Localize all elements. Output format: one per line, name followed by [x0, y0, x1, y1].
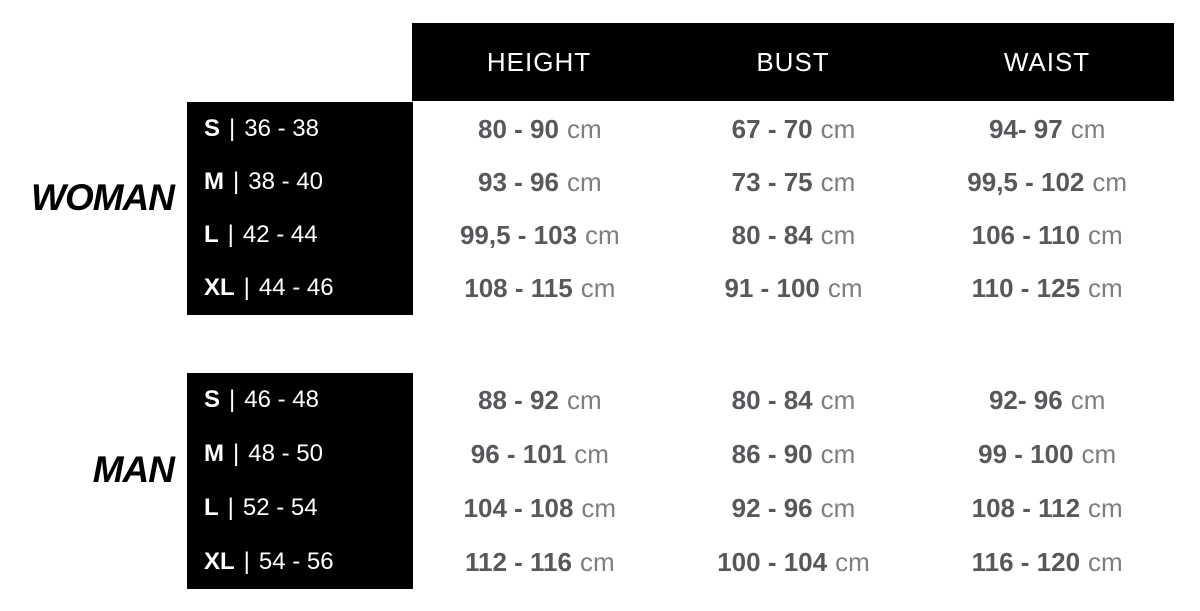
measurement-unit: cm	[1081, 439, 1117, 469]
measurement-value: 67 - 70	[731, 113, 813, 144]
measurement-unit: cm	[566, 385, 602, 415]
measurement-cell	[413, 262, 667, 315]
measurement-cell	[413, 155, 667, 208]
header-bust: BUST	[756, 46, 830, 77]
measurement-cell	[920, 481, 1174, 535]
size-row	[204, 535, 413, 589]
measurement-unit: cm	[1088, 547, 1123, 577]
size-separator: |	[233, 167, 240, 195]
size-letter: S	[204, 386, 221, 413]
header-waist: WAIST	[1003, 46, 1091, 77]
measurement-unit: cm	[580, 273, 616, 304]
measurement-cell	[920, 427, 1174, 481]
man-measurements	[413, 373, 1174, 589]
size-row	[204, 481, 413, 535]
measurement-unit: cm	[827, 273, 863, 304]
man-size-box	[187, 373, 413, 589]
size-range: 38 - 40	[248, 167, 323, 195]
measurement-cell	[413, 427, 667, 481]
measurement-cell	[667, 102, 921, 155]
woman-measurements	[413, 102, 1174, 315]
measurement-cell	[920, 155, 1174, 208]
measurement-unit: cm	[820, 493, 856, 523]
size-letter: XL	[204, 548, 235, 575]
measurement-value: 73 - 75	[731, 166, 813, 197]
size-range: 42 - 44	[242, 221, 318, 249]
measurement-cell	[667, 535, 921, 589]
measurement-cell	[667, 155, 921, 208]
size-separator: |	[227, 221, 234, 249]
measurement-unit: cm	[566, 113, 602, 144]
size-range: 44 - 46	[258, 274, 334, 302]
measurement-cell	[667, 373, 921, 427]
measurement-unit: cm	[1088, 220, 1123, 251]
measurement-value: 108 - 115	[464, 273, 573, 304]
size-separator: |	[233, 440, 240, 467]
measurement-unit: cm	[820, 220, 856, 251]
measurement-value: 100 - 104	[717, 547, 828, 577]
size-letter: M	[204, 167, 224, 195]
measurement-cell	[413, 535, 667, 589]
measurement-unit: cm	[820, 113, 856, 144]
measurement-value: 106 - 110	[971, 220, 1081, 251]
size-separator: |	[227, 494, 234, 521]
size-row	[204, 373, 413, 427]
size-letter: L	[204, 221, 219, 249]
measurement-unit: cm	[1092, 166, 1128, 197]
measurement-cell	[413, 102, 667, 155]
measurement-unit: cm	[574, 439, 609, 469]
measurement-value: 99,5 - 102	[967, 166, 1085, 197]
measurement-unit: cm	[1088, 493, 1123, 523]
size-separator: |	[229, 386, 236, 413]
measurement-value: 92 - 96	[731, 493, 813, 523]
measurement-cell	[920, 209, 1174, 262]
measurement-cell	[667, 427, 921, 481]
measurement-value: 110 - 125	[971, 273, 1081, 304]
measurement-unit: cm	[820, 385, 856, 415]
woman-size-box	[187, 102, 413, 315]
size-separator: |	[229, 114, 236, 142]
size-row	[204, 262, 413, 315]
measurement-value: 91 - 100	[724, 273, 820, 304]
measurement-unit: cm	[585, 220, 620, 251]
measurement-unit: cm	[581, 493, 617, 523]
measurement-cell	[920, 102, 1174, 155]
woman-section-label: WOMAN	[31, 177, 174, 218]
measurement-cell	[413, 481, 667, 535]
size-letter: L	[204, 494, 219, 521]
measurement-cell	[920, 262, 1174, 315]
size-row	[204, 209, 413, 262]
measurement-value: 108 - 112	[971, 493, 1081, 523]
man-section-label: MAN	[92, 449, 174, 490]
measurement-unit: cm	[820, 166, 856, 197]
measurement-value: 99 - 100	[978, 439, 1074, 469]
size-row	[204, 155, 413, 208]
size-separator: |	[243, 274, 250, 302]
measurement-unit: cm	[579, 547, 615, 577]
measurement-value: 112 - 116	[464, 547, 572, 577]
size-range: 36 - 38	[244, 114, 319, 142]
measurement-cell	[667, 262, 921, 315]
measurement-cell	[413, 209, 667, 262]
measurement-value: 104 - 108	[463, 493, 574, 523]
measurement-value: 80 - 90	[478, 113, 559, 144]
size-row	[204, 427, 413, 481]
header-height: HEIGHT	[486, 46, 592, 77]
measurement-unit: cm	[835, 547, 870, 577]
measurement-unit: cm	[1088, 273, 1123, 304]
size-separator: |	[243, 548, 250, 575]
measurement-value: 80 - 84	[731, 220, 813, 251]
measurement-value: 99,5 - 103	[459, 220, 578, 251]
size-range: 48 - 50	[248, 440, 323, 467]
measurement-value: 92- 96	[988, 385, 1063, 415]
measurement-cell	[667, 209, 921, 262]
size-letter: S	[204, 114, 221, 142]
measurement-cell	[920, 373, 1174, 427]
measurement-value: 80 - 84	[731, 385, 813, 415]
size-range: 46 - 48	[244, 386, 319, 413]
size-row	[204, 102, 413, 155]
measurement-header-bar	[412, 23, 1174, 101]
size-range: 52 - 54	[242, 494, 318, 521]
measurement-unit: cm	[820, 439, 856, 469]
measurement-value: 86 - 90	[731, 439, 813, 469]
measurement-value: 88 - 92	[478, 385, 559, 415]
measurement-value: 93 - 96	[478, 166, 559, 197]
measurement-cell	[667, 481, 921, 535]
size-range: 54 - 56	[258, 548, 334, 575]
size-letter: M	[204, 440, 224, 467]
size-letter: XL	[204, 274, 235, 302]
measurement-value: 94- 97	[988, 113, 1063, 144]
measurement-unit: cm	[1070, 385, 1106, 415]
measurement-cell	[920, 535, 1174, 589]
measurement-value: 96 - 101	[470, 439, 567, 469]
measurement-unit: cm	[1070, 113, 1106, 144]
measurement-cell	[413, 373, 667, 427]
measurement-value: 116 - 120	[971, 547, 1081, 577]
measurement-unit: cm	[566, 166, 602, 197]
